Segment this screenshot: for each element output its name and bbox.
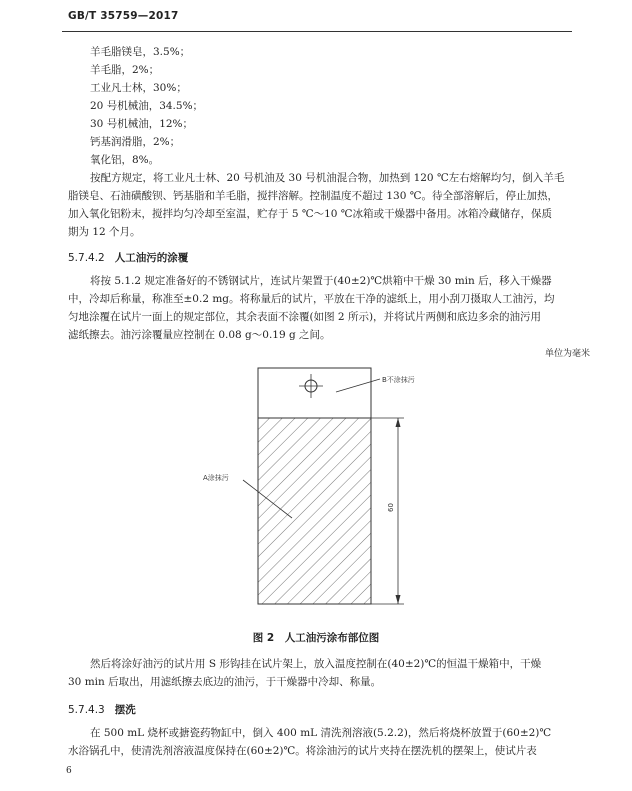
paragraph-line: 匀地涂覆在试片一面上的规定部位，其余表面不涂覆(如图 2 所示)，并将试片两侧和底边多余的油污用 <box>68 311 542 323</box>
section-title: 摆洗 <box>114 704 136 716</box>
label-a: A涂抹污 <box>203 474 229 482</box>
paragraph-line: 期为 12 个月。 <box>68 226 141 238</box>
page-number: 6 <box>66 766 72 776</box>
section-number: 5.7.4.2 <box>68 252 105 264</box>
list-item: 工业凡士林，30%； <box>90 82 187 94</box>
paragraph-line: 按配方规定，将工业凡士林、20 号机油及 30 号机油混合物，加热到 120 ℃左右熔解均匀，倒入羊毛 <box>90 172 565 184</box>
list-item: 30 号机械油，12%； <box>90 118 194 130</box>
list-item: 20 号机械油，34.5%； <box>90 100 204 112</box>
paragraph-line: 然后将涂好油污的试片用 S 形钩挂在试片架上，放入温度控制在(40±2)℃的恒温干燥箱中，干燥 <box>90 658 542 670</box>
paragraph-line: 滤纸擦去。油污涂覆量应控制在 0.08 g～0.19 g 之间。 <box>68 329 331 341</box>
coated-region <box>258 418 371 604</box>
paragraph-line: 30 min 后取出，用滤纸擦去底边的油污，于干燥器中冷却、称量。 <box>68 676 382 688</box>
section-title: 人工油污的涂覆 <box>114 252 189 264</box>
paragraph-line: 加入氧化铝粉末，搅拌均匀冷却至室温，贮存于 5 ℃～10 ℃冰箱或干燥器中备用。冰箱冷藏储存，保质 <box>68 208 553 220</box>
section-heading-5743 <box>68 702 136 717</box>
list-item: 氧化铝，8%。 <box>90 154 160 166</box>
uncoated-region <box>258 368 371 418</box>
list-item: 羊毛脂镁皂，3.5%； <box>90 46 191 58</box>
dimension-label: 60 <box>387 503 395 512</box>
standard-code-header: GB/T 35759—2017 <box>68 10 179 22</box>
paragraph-line: 中，冷却后称量，称准至±0.2 mg。将称量后的试片，平放在干净的滤纸上，用小刮刀摄取人工油污，均 <box>68 293 555 305</box>
paragraph-line: 在 500 mL 烧杯或搪瓷药物缸中，倒入 400 mL 清洗剂溶液(5.2.2)，然后将烧杯放置于(60±2)℃ <box>90 727 552 739</box>
list-item: 钙基润滑脂，2%； <box>90 136 181 148</box>
paragraph-line: 将按 5.1.2 规定准备好的不锈钢试片，连试片架置于(40±2)℃烘箱中干燥 30 min 后，移入干燥器 <box>90 275 552 287</box>
label-b: B不涂抹污 <box>382 376 415 384</box>
unit-note: 单位为毫米 <box>544 349 590 359</box>
figure-caption: 图 2 人工油污涂布部位图 <box>252 632 380 644</box>
list-item: 羊毛脂，2%； <box>90 64 160 76</box>
paragraph-line: 脂镁皂、石油磺酸钡、钙基脂和羊毛脂，搅拌溶解。控制温度不超过 130 ℃。待全部溶解后，停止加热， <box>68 190 558 202</box>
paragraph-line: 水浴锅孔中，使清洗剂溶液温度保持在(60±2)℃。将涂油污的试片夹持在摆洗机的摆架上，使试片表 <box>68 745 537 757</box>
section-number: 5.7.4.3 <box>68 704 105 716</box>
